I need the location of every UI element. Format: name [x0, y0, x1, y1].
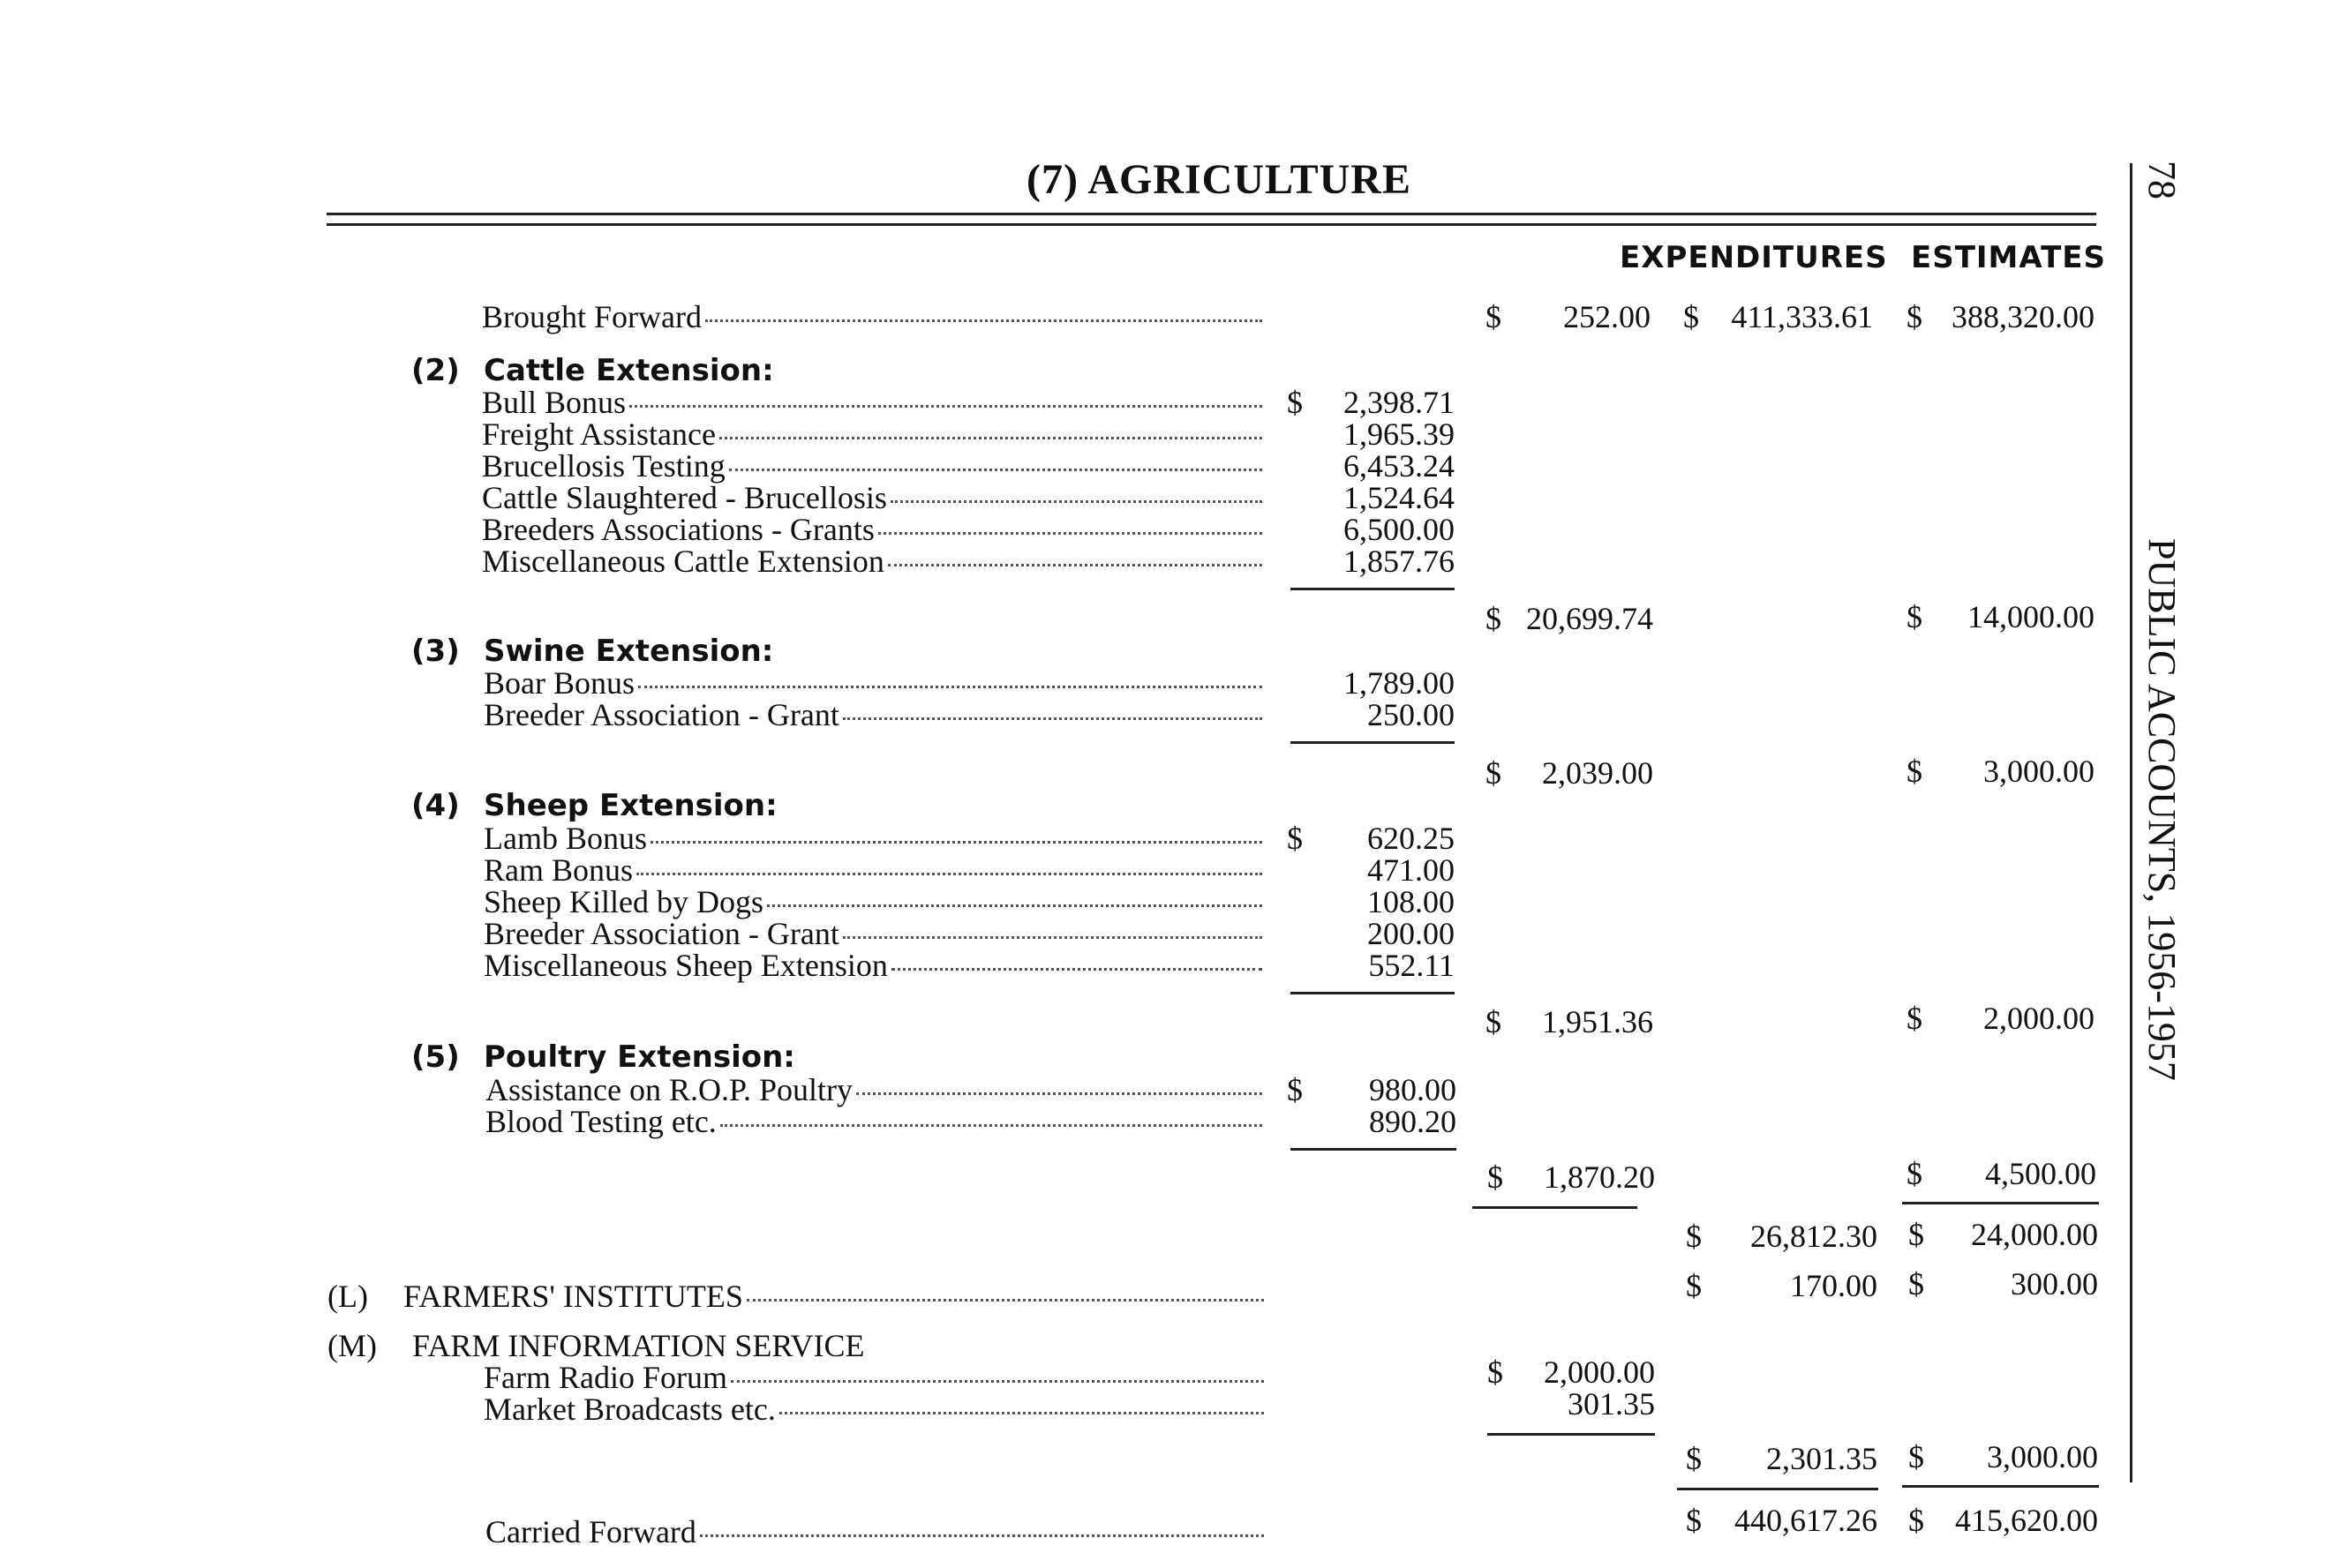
dollar-sign: $ — [1683, 299, 1699, 334]
header-rule-top — [327, 213, 2096, 215]
dollar-sign: $ — [1485, 755, 1501, 791]
item-amount: 471.00 — [1367, 852, 1455, 888]
section-heading: Poultry Extension: — [484, 1039, 795, 1075]
subtotal-rule — [1290, 588, 1455, 590]
page-number: 78 — [2140, 161, 2184, 199]
item-amount: 1,857.76 — [1343, 544, 1455, 579]
dollar-sign: $ — [1908, 1217, 1924, 1252]
item-amount: 552.11 — [1368, 948, 1455, 983]
expenditures-header: EXPENDITURES — [1620, 240, 1888, 275]
section-letter: (M) — [327, 1328, 377, 1363]
total-rule — [1677, 1488, 1878, 1490]
poultry-estimate: 4,500.00 — [1985, 1156, 2096, 1191]
dollar-sign: $ — [1907, 1156, 1922, 1191]
cattle-estimate: 14,000.00 — [1967, 599, 2095, 634]
line-item: Assistance on R.O.P. Poultry — [485, 1071, 1262, 1108]
cattle-subtotal: 20,699.74 — [1526, 601, 1653, 636]
dollar-sign: $ — [1907, 754, 1922, 789]
line-item: Farm Radio Forum — [484, 1359, 1264, 1396]
dollar-sign: $ — [1485, 601, 1501, 636]
carried-forward-estimate: 415,620.00 — [1955, 1503, 2098, 1538]
header-rule-bottom — [327, 223, 2096, 226]
line-item: Brucellosis Testing — [482, 447, 1262, 484]
subtotal-rule — [1487, 1433, 1655, 1436]
carried-forward-expenditure: 440,617.26 — [1734, 1503, 1877, 1538]
line-item: Sheep Killed by Dogs — [484, 883, 1262, 920]
poultry-subtotal: 1,870.20 — [1544, 1159, 1655, 1195]
dollar-sign: $ — [1287, 385, 1303, 420]
item-amount: 6,500.00 — [1343, 512, 1455, 547]
dollar-sign: $ — [1908, 1503, 1924, 1538]
dollar-sign: $ — [1686, 1268, 1702, 1303]
dollar-sign: $ — [1908, 1439, 1924, 1474]
dollar-sign: $ — [1287, 821, 1303, 856]
section-heading: Sheep Extension: — [484, 788, 778, 823]
item-amount: 301.35 — [1568, 1386, 1655, 1422]
farm-info-estimate: 3,000.00 — [1987, 1439, 2098, 1474]
dollar-sign: $ — [1907, 599, 1922, 634]
group-total-estimate: 24,000.00 — [1971, 1217, 2098, 1252]
dollar-sign: $ — [1485, 1004, 1501, 1039]
item-amount: 6,453.24 — [1343, 448, 1455, 484]
brought-forward-col3: 252.00 — [1563, 299, 1651, 334]
right-margin-rule — [2130, 163, 2132, 1482]
section-number: (3) — [411, 634, 460, 669]
dollar-sign: $ — [1487, 1354, 1503, 1390]
section-heading: Swine Extension: — [484, 634, 774, 669]
item-amount: 1,789.00 — [1343, 665, 1455, 701]
sheep-estimate: 2,000.00 — [1983, 1001, 2095, 1036]
page-title: (7) AGRICULTURE — [1027, 156, 1411, 203]
item-amount: 980.00 — [1369, 1072, 1456, 1107]
dollar-sign: $ — [1287, 1072, 1303, 1107]
subtotal-rule — [1290, 992, 1455, 994]
farm-info-label: FARM INFORMATION SERVICE — [412, 1328, 865, 1363]
line-item: Breeders Associations - Grants — [482, 511, 1262, 548]
item-amount: 620.25 — [1367, 821, 1455, 856]
farmers-institutes-expenditure: 170.00 — [1790, 1268, 1877, 1303]
line-item: Miscellaneous Sheep Extension — [484, 947, 1262, 984]
dollar-sign: $ — [1485, 299, 1501, 334]
swine-subtotal: 2,039.00 — [1542, 755, 1653, 791]
section-letter: (L) — [327, 1279, 368, 1314]
line-item: Boar Bonus — [484, 664, 1262, 701]
farm-info-expenditure: 2,301.35 — [1766, 1441, 1877, 1476]
subtotal-rule — [1290, 1148, 1456, 1151]
dollar-sign: $ — [1686, 1441, 1702, 1476]
section-number: (2) — [411, 353, 460, 388]
line-item: Breeder Association - Grant — [484, 915, 1262, 952]
line-item: Cattle Slaughtered - Brucellosis — [482, 479, 1262, 516]
item-amount: 2,000.00 — [1544, 1354, 1655, 1390]
swine-estimate: 3,000.00 — [1983, 754, 2095, 789]
dollar-sign: $ — [1907, 1001, 1922, 1036]
line-item: Breeder Association - Grant — [484, 696, 1262, 733]
total-rule — [1472, 1206, 1637, 1209]
line-item: Blood Testing etc. — [485, 1103, 1262, 1140]
item-amount: 108.00 — [1367, 884, 1455, 919]
brought-forward-expenditure: 411,333.61 — [1731, 299, 1873, 334]
dollar-sign: $ — [1487, 1159, 1503, 1195]
line-item: Lamb Bonus — [484, 820, 1262, 857]
item-amount: 890.20 — [1369, 1104, 1456, 1139]
running-head: PUBLIC ACCOUNTS, 1956-1957 — [2140, 538, 2184, 1081]
item-amount: 2,398.71 — [1343, 385, 1455, 420]
item-amount: 200.00 — [1367, 916, 1455, 951]
dollar-sign: $ — [1686, 1503, 1702, 1538]
estimates-header: ESTIMATES — [1911, 240, 2106, 275]
subtotal-rule — [1290, 741, 1455, 744]
line-item: Market Broadcasts etc. — [484, 1391, 1264, 1428]
section-number: (5) — [411, 1039, 460, 1075]
dollar-sign: $ — [1686, 1219, 1702, 1254]
farmers-institutes-label: FARMERS' INSTITUTES — [403, 1278, 1264, 1315]
line-item: Freight Assistance — [482, 416, 1262, 453]
total-rule — [1902, 1485, 2099, 1488]
dollar-sign: $ — [1908, 1266, 1924, 1302]
section-heading: Cattle Extension: — [484, 353, 774, 388]
carried-forward-label: Carried Forward — [485, 1513, 1264, 1550]
total-rule — [1902, 1202, 2099, 1204]
group-total-expenditure: 26,812.30 — [1750, 1219, 1877, 1254]
item-amount: 1,965.39 — [1343, 416, 1455, 452]
dollar-sign: $ — [1907, 299, 1922, 334]
section-number: (4) — [411, 788, 460, 823]
item-amount: 250.00 — [1367, 697, 1455, 732]
item-amount: 1,524.64 — [1343, 480, 1455, 515]
sheep-subtotal: 1,951.36 — [1542, 1004, 1653, 1039]
farmers-institutes-estimate: 300.00 — [2011, 1266, 2098, 1302]
line-item: Ram Bonus — [484, 852, 1262, 889]
line-item: Miscellaneous Cattle Extension — [482, 543, 1262, 580]
line-item: Bull Bonus — [482, 384, 1262, 421]
brought-forward-label: Brought Forward — [482, 298, 1262, 335]
brought-forward-estimate: 388,320.00 — [1952, 299, 2095, 334]
